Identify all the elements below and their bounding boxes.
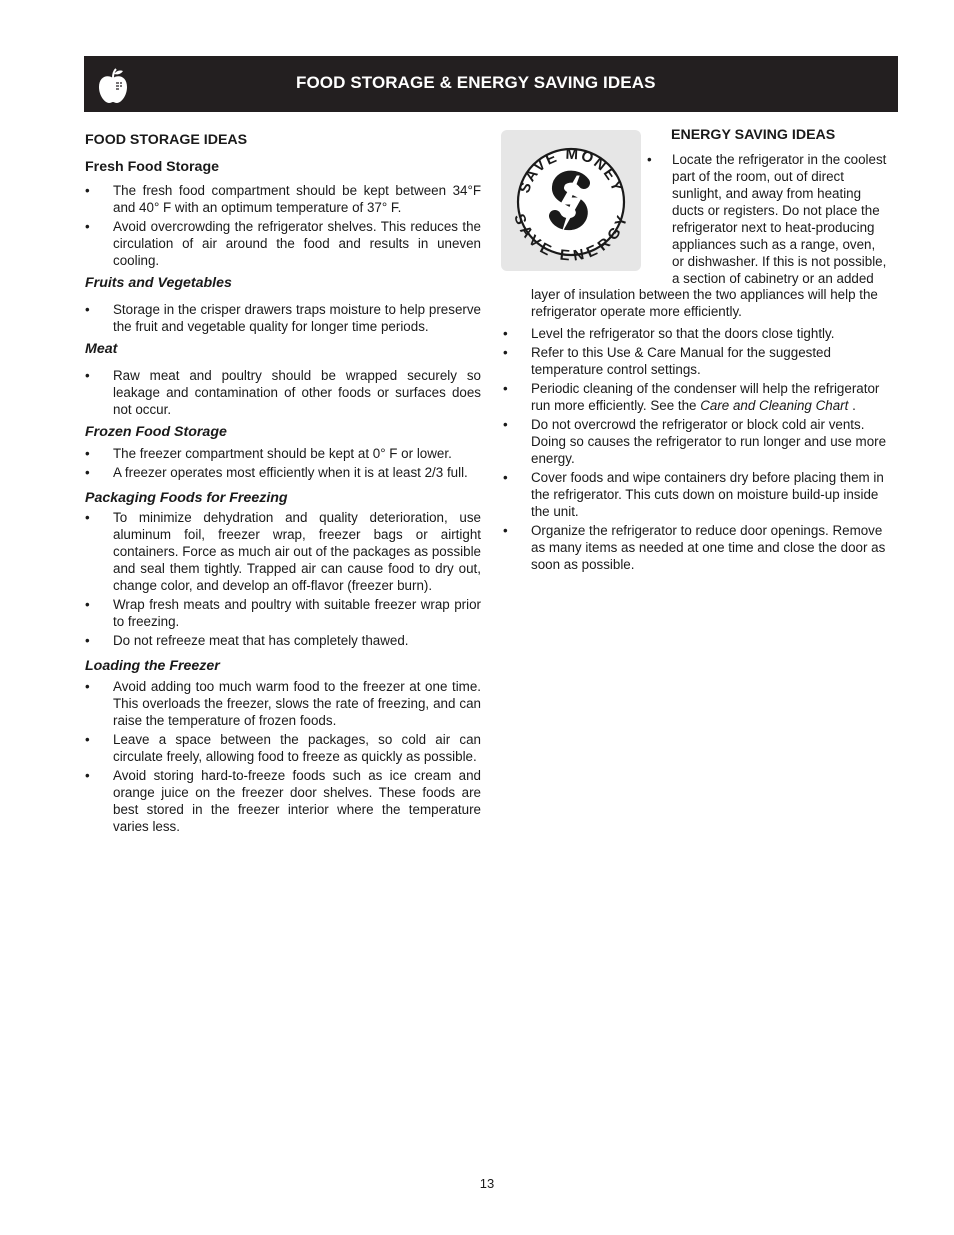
loading-list <box>85 678 481 835</box>
fresh-food-list <box>85 182 481 269</box>
frozen-heading: Frozen Food Storage <box>85 424 227 440</box>
first-item-continued: layer of insulation between the two appliances will help the refrigerator operate more efficiently. <box>531 287 878 319</box>
list-item: • Avoid storing hard-to-freeze foods such as ice cream and orange juice on the freezer door shelves. These foods are best stored in the freezer interior where the temperature varies less. <box>85 767 481 835</box>
list-item: • Cover foods and wipe containers dry before placing them in the refrigerator. This cuts down on moisture build-up inside the unit. <box>503 469 898 520</box>
list-item: • Avoid overcrowding the refrigerator shelves. This reduces the circulation of air around the food and results in uneven cooling. <box>85 218 481 269</box>
line: ducts or registers. Do not place the <box>672 203 880 218</box>
line: sunlight, and away from heating <box>672 186 862 201</box>
meat-list <box>85 367 481 418</box>
line: appliances such as a range, oven, <box>672 237 876 252</box>
food-storage-column <box>85 130 481 837</box>
list-item: • Wrap fresh meats and poultry with suitable freezer wrap prior to freezing. <box>85 596 481 630</box>
list-item: • Do not overcrowd the refrigerator or block cold air vents. Doing so causes the refrigerator to run longer and use more energy. <box>503 416 898 467</box>
energy-first-item <box>647 151 903 287</box>
energy-list <box>503 325 898 573</box>
line: or dishwasher. If this is not possible, <box>672 254 887 269</box>
food-storage-heading: FOOD STORAGE IDEAS <box>85 132 248 148</box>
page-number: 13 <box>479 1176 495 1191</box>
frozen-list <box>85 445 481 481</box>
list-item: • The fresh food compartment should be kept between 34°F and 40° F with an optimum temperature of 37° F. <box>85 182 481 216</box>
save-money-badge <box>501 130 641 271</box>
loading-heading: Loading the Freezer <box>85 658 220 674</box>
save-money-save-energy-seal <box>501 130 641 271</box>
packaging-list <box>85 509 481 649</box>
list-item: • Level the refrigerator so that the doors close tightly. <box>503 325 898 342</box>
fruits-list <box>85 301 481 335</box>
line: refrigerator next to heat-producing <box>672 220 875 235</box>
line: part of the room, out of direct <box>672 169 844 184</box>
page-title: FOOD STORAGE & ENERGY SAVING IDEAS <box>296 73 656 92</box>
condenser-text: Periodic cleaning of the condenser will help the refrigerator run more efficiently. See the <box>531 381 880 413</box>
list-item <box>503 380 898 414</box>
fresh-food-heading: Fresh Food Storage <box>85 159 220 175</box>
list-item: • A freezer operates most efficiently when it is at least 2/3 full. <box>85 464 481 481</box>
line: a section of cabinetry or an added <box>672 271 874 286</box>
condenser-end: . <box>848 398 856 413</box>
list-item: • Do not refreeze meat that has completely thawed. <box>85 632 481 649</box>
list-item: • Organize the refrigerator to reduce door openings. Remove as many items as needed at one time and close the door as soon as possible. <box>503 522 898 573</box>
energy-saving-heading: ENERGY SAVING IDEAS <box>671 127 836 143</box>
list-item: • Storage in the crisper drawers traps moisture to help preserve the fruit and vegetable quality for longer time periods. <box>85 301 481 335</box>
fruits-heading: Fruits and Vegetables <box>85 275 232 291</box>
list-item: • Raw meat and poultry should be wrapped securely so leakage and contamination of other foods or surfaces does not occur. <box>85 367 481 418</box>
energy-saving-continued <box>503 286 898 575</box>
list-item <box>647 151 903 287</box>
list-item: • Avoid adding too much warm food to the freezer at one time. This overloads the freezer, slows the rate of freezing, and can raise the temperature of frozen foods. <box>85 678 481 729</box>
packaging-heading: Packaging Foods for Freezing <box>85 490 288 506</box>
list-item: • The freezer compartment should be kept at 0° F or lower. <box>85 445 481 462</box>
meat-heading: Meat <box>85 341 118 357</box>
list-item: • Refer to this Use & Care Manual for the suggested temperature control settings. <box>503 344 898 378</box>
badge-bottom-text: SAVE ENERGY <box>510 211 632 265</box>
list-item: • To minimize dehydration and quality deterioration, use aluminum foil, freezer wrap, freezer bags or airtight containers. Force as much air out of the packages as possible and seal them tightly. Trapped air can cause food to dry out, change color, and develop an off-flavor (freezer burn). <box>85 509 481 594</box>
care-cleaning-reference: Care and Cleaning Chart <box>700 398 849 413</box>
apple-icon <box>98 68 128 104</box>
list-item: • Leave a space between the packages, so cold air can circulate freely, allowing food to freeze as quickly as possible. <box>85 731 481 765</box>
line: • Locate the refrigerator in the coolest <box>672 152 887 167</box>
badge-top-text: SAVE MONEY <box>515 145 627 196</box>
section-header <box>84 56 898 112</box>
energy-saving-column <box>647 127 903 289</box>
